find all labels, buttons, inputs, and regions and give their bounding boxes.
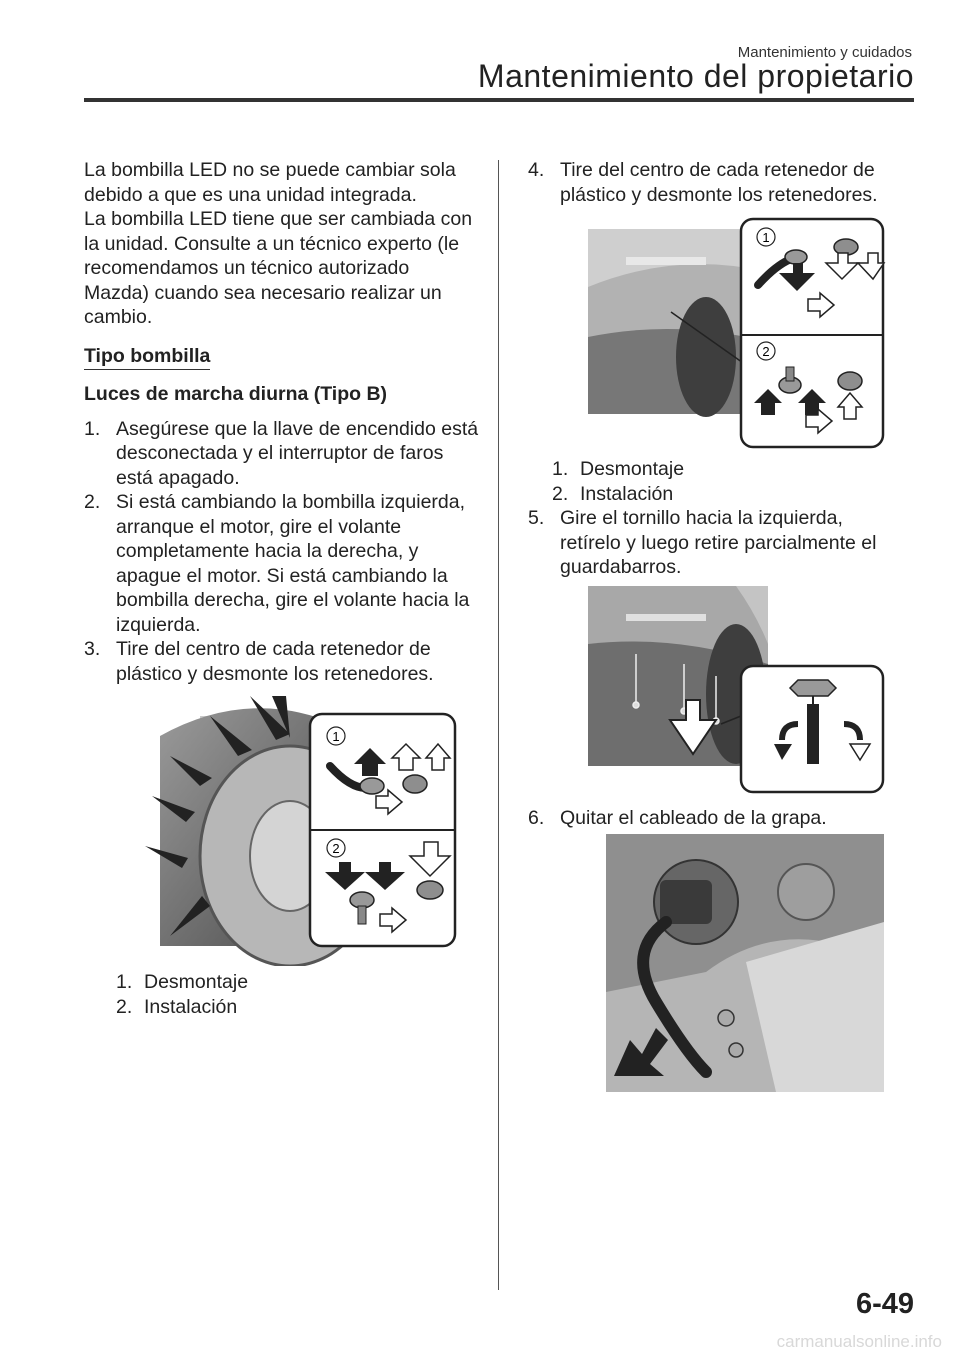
- caption-item-1: [116, 970, 479, 995]
- step-6: [528, 806, 908, 831]
- caption-number: 2.: [552, 482, 569, 505]
- callout-box: [741, 666, 883, 792]
- callout-number-2: 2: [332, 841, 340, 856]
- step-number: 4.: [528, 159, 545, 181]
- callout-box: [310, 714, 455, 946]
- figure-bumper-retainers: [586, 217, 886, 449]
- figure-wiring-clip: [586, 832, 886, 1094]
- column-divider: [498, 160, 499, 1290]
- step-5: [528, 506, 908, 580]
- step-1: [84, 417, 479, 491]
- clip: [729, 1043, 743, 1057]
- caption-number: 2.: [116, 995, 133, 1018]
- caption-text: Instalación: [144, 995, 238, 1018]
- step-number: 3.: [84, 638, 101, 660]
- mount-boss: [778, 864, 834, 920]
- step-text: Quitar el cableado de la grapa.: [560, 806, 827, 829]
- caption-item-2: [552, 482, 908, 507]
- left-column: [84, 158, 479, 1019]
- step-number: 1.: [84, 417, 101, 440]
- caption-item-1: [552, 457, 908, 482]
- watermark: carmanualsonline.info: [776, 1332, 942, 1351]
- bumper-reflector: [626, 257, 706, 265]
- callout-box: [741, 219, 884, 447]
- tire: [676, 297, 736, 417]
- step-number: 6.: [528, 806, 545, 829]
- figure-fender-screw: [586, 584, 886, 796]
- callout-number-1: 1: [332, 729, 340, 744]
- step-text: Si está cambiando la bombilla izquierda, arranque el motor, gire el volante completamente hacia la derecha, y apague el motor. Si está cambiando la bombilla derecha, gire el volante hacia la izquierda.: [116, 491, 470, 636]
- screw-head-icon: [790, 680, 836, 696]
- intro-paragraph-1: La bombilla LED no se puede cambiar sola debido a que es una unidad integrada.: [84, 159, 456, 206]
- header-section: Mantenimiento y cuidados: [737, 44, 912, 61]
- caption-text: Desmontaje: [580, 458, 685, 480]
- header-title: Mantenimiento del propietario: [477, 58, 914, 94]
- clip: [718, 1010, 734, 1026]
- step-number: 2.: [84, 491, 101, 513]
- caption-number: 1.: [116, 971, 133, 993]
- step-text: Tire del centro de cada retenedor de plástico y desmonte los retenedores.: [116, 638, 434, 685]
- right-column: [528, 158, 908, 1094]
- caption-number: 1.: [552, 458, 569, 480]
- step-text: Gire el tornillo hacia la izquierda, retírelo y luego retire parcialmente el guardabarros.: [560, 507, 877, 578]
- callout-number-2: 2: [762, 344, 770, 359]
- screwdriver-icon: [807, 704, 819, 764]
- caption-text: Desmontaje: [144, 971, 249, 993]
- step-text: Asegúrese que la llave de encendido está desconectada y el interruptor de faros está apagado.: [116, 417, 479, 489]
- step-text: Tire del centro de cada retenedor de plástico y desmonte los retenedores.: [560, 159, 878, 206]
- step-3: [84, 637, 479, 686]
- figure-fender-retainers: [140, 696, 470, 966]
- heading-bulb-type: Tipo bombilla: [84, 344, 210, 371]
- step-number: 5.: [528, 507, 545, 529]
- bumper-reflector: [626, 614, 706, 621]
- heading-drl: Luces de marcha diurna (Tipo B): [84, 383, 388, 405]
- callout-number-1: 1: [762, 230, 770, 245]
- caption-text: Instalación: [580, 482, 674, 505]
- page-number: 6-49: [855, 1288, 914, 1320]
- step-4: [528, 158, 908, 207]
- header-rule: [84, 98, 914, 102]
- intro-paragraph-2: La bombilla LED tiene que ser cambiada con la unidad. Consulte a un técnico experto (le recomendamos un técnico autorizado Mazda) cuando sea necesario realizar un cambio.: [84, 208, 473, 328]
- caption-item-2: [116, 995, 479, 1020]
- step-2: [84, 490, 479, 637]
